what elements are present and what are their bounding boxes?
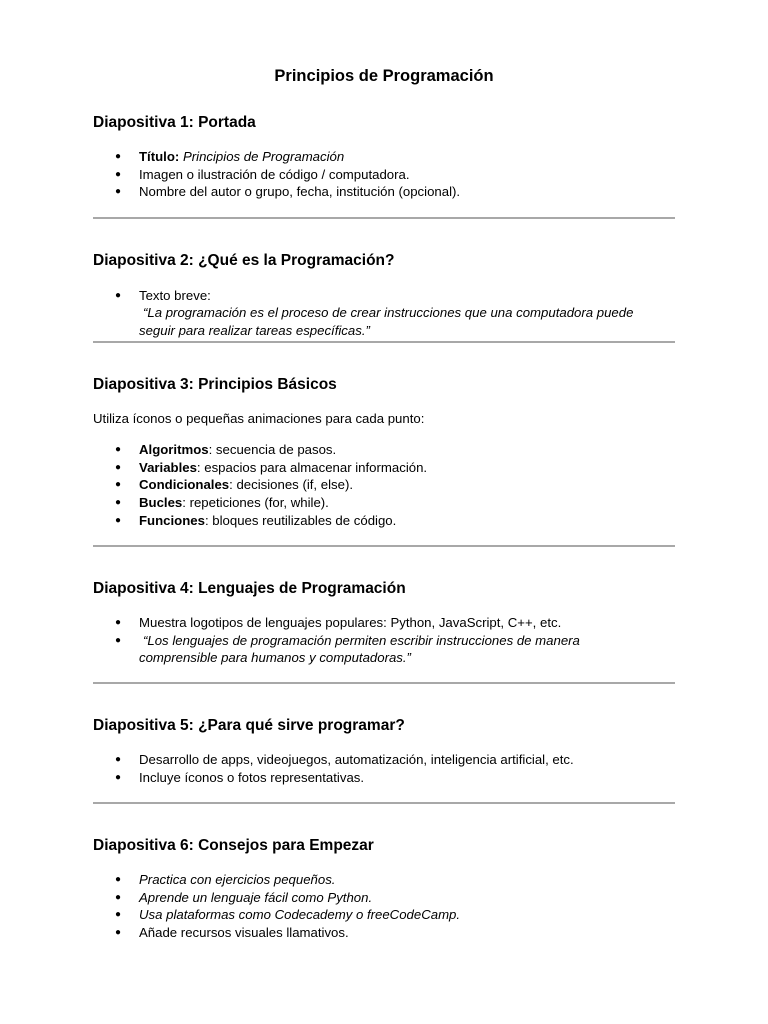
bullet-icon: ● <box>115 496 122 508</box>
slide-2-heading: Diapositiva 2: ¿Qué es la Programación? <box>93 251 395 269</box>
item-text: Imagen o ilustración de código / computadora. <box>139 166 410 182</box>
list-item <box>93 906 675 924</box>
list-item <box>93 751 675 769</box>
item-text: Muestra logotipos de lenguajes populares: Python, JavaScript, C++, etc. <box>139 615 562 631</box>
list-item <box>93 166 675 184</box>
list-item <box>93 871 675 889</box>
bullet-icon: ● <box>115 617 122 629</box>
slide-4-heading: Diapositiva 4: Lenguajes de Programación <box>93 580 406 598</box>
slide-4-list <box>93 614 675 667</box>
bullet-icon: ● <box>115 514 122 526</box>
item-label: Título: <box>139 149 180 164</box>
bullet-icon: ● <box>115 891 122 903</box>
list-item <box>93 769 675 787</box>
document-page <box>93 66 675 941</box>
list-item <box>93 441 675 459</box>
item-desc: : secuencia de pasos. <box>208 442 337 458</box>
list-item <box>93 924 675 942</box>
bullet-icon: ● <box>115 444 122 456</box>
list-item <box>93 512 675 530</box>
slide-6-heading: Diapositiva 6: Consejos para Empezar <box>93 837 374 855</box>
bullet-icon: ● <box>115 168 122 180</box>
list-item <box>93 459 675 477</box>
bullet-icon: ● <box>115 186 122 198</box>
item-text: Añade recursos visuales llamativos. <box>139 924 349 940</box>
bullet-icon: ● <box>115 771 122 783</box>
item-term: Condicionales <box>139 477 230 493</box>
bullet-icon: ● <box>115 909 122 921</box>
section-divider <box>93 341 675 343</box>
slide-2-list <box>93 287 675 340</box>
item-term: Algoritmos <box>139 442 209 458</box>
item-text: Usa plataformas como Codecademy o freeCodeCamp. <box>139 907 461 923</box>
quote-line: “Los lenguajes de programación permiten escribir instrucciones de manera <box>143 632 580 648</box>
list-item <box>93 494 675 512</box>
bullet-icon: ● <box>115 461 122 473</box>
slide-3-intro: Utiliza íconos o pequeñas animaciones para cada punto: <box>93 410 425 426</box>
section-divider <box>93 802 675 804</box>
bullet-icon: ● <box>115 289 122 301</box>
item-desc: : repeticiones (for, while). <box>182 494 329 510</box>
bullet-icon: ● <box>115 151 122 162</box>
bullet-icon: ● <box>115 926 122 938</box>
section-divider <box>93 545 675 547</box>
bullet-icon: ● <box>115 874 122 886</box>
bullet-icon: ● <box>115 753 122 765</box>
item-value: Principios de Programación <box>182 149 345 164</box>
quote-line: seguir para realizar tareas específicas.” <box>139 322 370 338</box>
list-item <box>93 287 675 340</box>
item-term: Bucles <box>139 494 183 510</box>
slide-1-heading: Diapositiva 1: Portada <box>93 114 256 131</box>
slide-5-heading: Diapositiva 5: ¿Para qué sirve programar? <box>93 716 405 734</box>
list-item <box>93 476 675 494</box>
item-text: Aprende un lenguaje fácil como Python. <box>139 889 373 905</box>
list-item <box>93 148 675 166</box>
list-item <box>93 889 675 907</box>
item-term: Funciones <box>139 512 205 528</box>
list-item <box>93 614 675 632</box>
slide-3-list <box>93 441 675 529</box>
item-text: Desarrollo de apps, videojuegos, automatización, inteligencia artificial, etc. <box>139 751 574 767</box>
list-item <box>93 632 675 667</box>
list-item <box>93 183 675 201</box>
page-title: Principios de Programación <box>274 67 494 85</box>
bullet-icon: ● <box>115 479 122 491</box>
section-divider <box>93 217 675 219</box>
section-divider <box>93 682 675 684</box>
quote-line: comprensible para humanos y computadoras.” <box>139 650 411 666</box>
item-text: Practica con ejercicios pequeños. <box>139 872 336 888</box>
slide-1-list <box>93 148 675 201</box>
slide-6-list <box>93 871 675 941</box>
slide-5-list <box>93 751 675 786</box>
item-text: Texto breve: <box>139 287 211 303</box>
quote-line: “La programación es el proceso de crear instrucciones que una computadora puede <box>143 305 634 321</box>
item-text: Nombre del autor o grupo, fecha, institución (opcional). <box>139 184 461 200</box>
item-text: Incluye íconos o fotos representativas. <box>139 769 365 785</box>
item-term: Variables <box>139 459 197 475</box>
bullet-icon: ● <box>115 634 122 646</box>
item-desc: : espacios para almacenar información. <box>196 459 428 475</box>
item-desc: : decisiones (if, else). <box>229 477 354 493</box>
item-desc: : bloques reutilizables de código. <box>204 512 397 528</box>
slide-3-heading: Diapositiva 3: Principios Básicos <box>93 375 337 393</box>
